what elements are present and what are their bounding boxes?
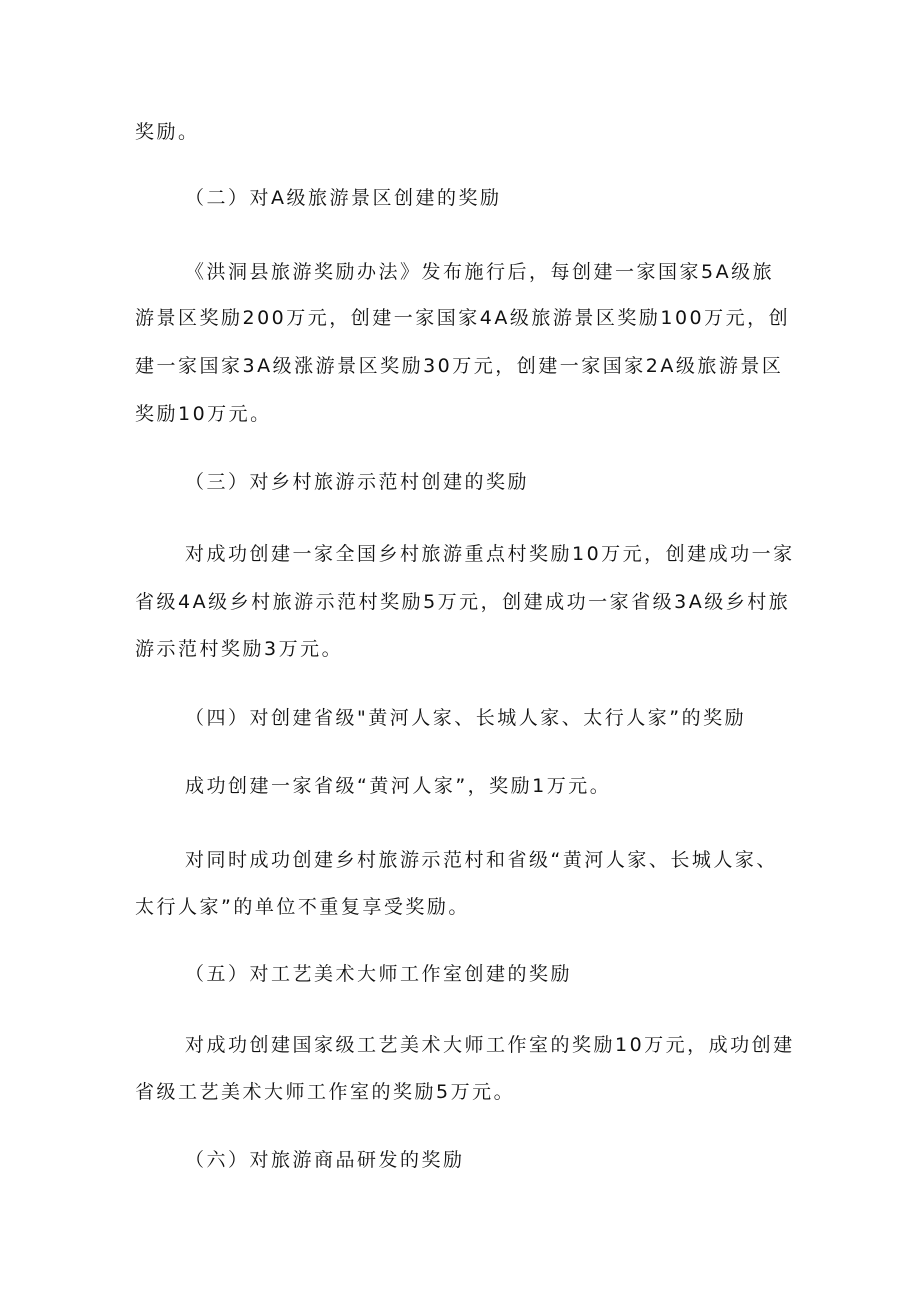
section-heading: （三）对乡村旅游示范村创建的奖励 xyxy=(185,471,530,493)
paragraph-text-line: 对成功创建一家全国乡村旅游重点村奖励10万元，创建成功一家 xyxy=(185,543,795,565)
paragraph-text-line: 省级4A级乡村旅游示范村奖励5万元，创建成功一家省级3A级乡村旅 xyxy=(135,591,791,613)
paragraph-text-line: 太行人家”的单位不重复享受奖励。 xyxy=(135,896,470,918)
section-heading: （六）对旅游商品研发的奖励 xyxy=(185,1149,465,1171)
paragraph-text-line: 奖励。 xyxy=(135,121,200,143)
paragraph-text-line: 建一家国家3A级涨游景区奖励30万元，创建一家国家2A级旅游景区 xyxy=(135,355,784,377)
paragraph-text-line: 奖励10万元。 xyxy=(135,403,272,425)
paragraph-text-line: 《洪洞县旅游奖励办法》发布施行后，每创建一家国家5A级旅 xyxy=(185,261,775,283)
section-heading: （四）对创建省级"黄河人家、长城人家、太行人家”的奖励 xyxy=(185,707,747,729)
paragraph-text-line: 成功创建一家省级“黄河人家”，奖励1万元。 xyxy=(185,775,612,797)
paragraph-text-line: 省级工艺美术大师工作室的奖励5万元。 xyxy=(135,1081,516,1103)
paragraph-text-line: 对同时成功创建乡村旅游示范村和省级“黄河人家、长城人家、 xyxy=(185,849,778,871)
paragraph-text-line: 游景区奖励200万元，创建一家国家4A级旅游景区奖励100万元，创 xyxy=(135,307,791,329)
section-heading: （二）对A级旅游景区创建的奖励 xyxy=(185,187,502,209)
section-heading: （五）对工艺美术大师工作室创建的奖励 xyxy=(185,963,573,985)
paragraph-text-line: 游示范村奖励3万元。 xyxy=(135,638,344,660)
paragraph-text-line: 对成功创建国家级工艺美术大师工作室的奖励10万元，成功创建 xyxy=(185,1034,795,1056)
